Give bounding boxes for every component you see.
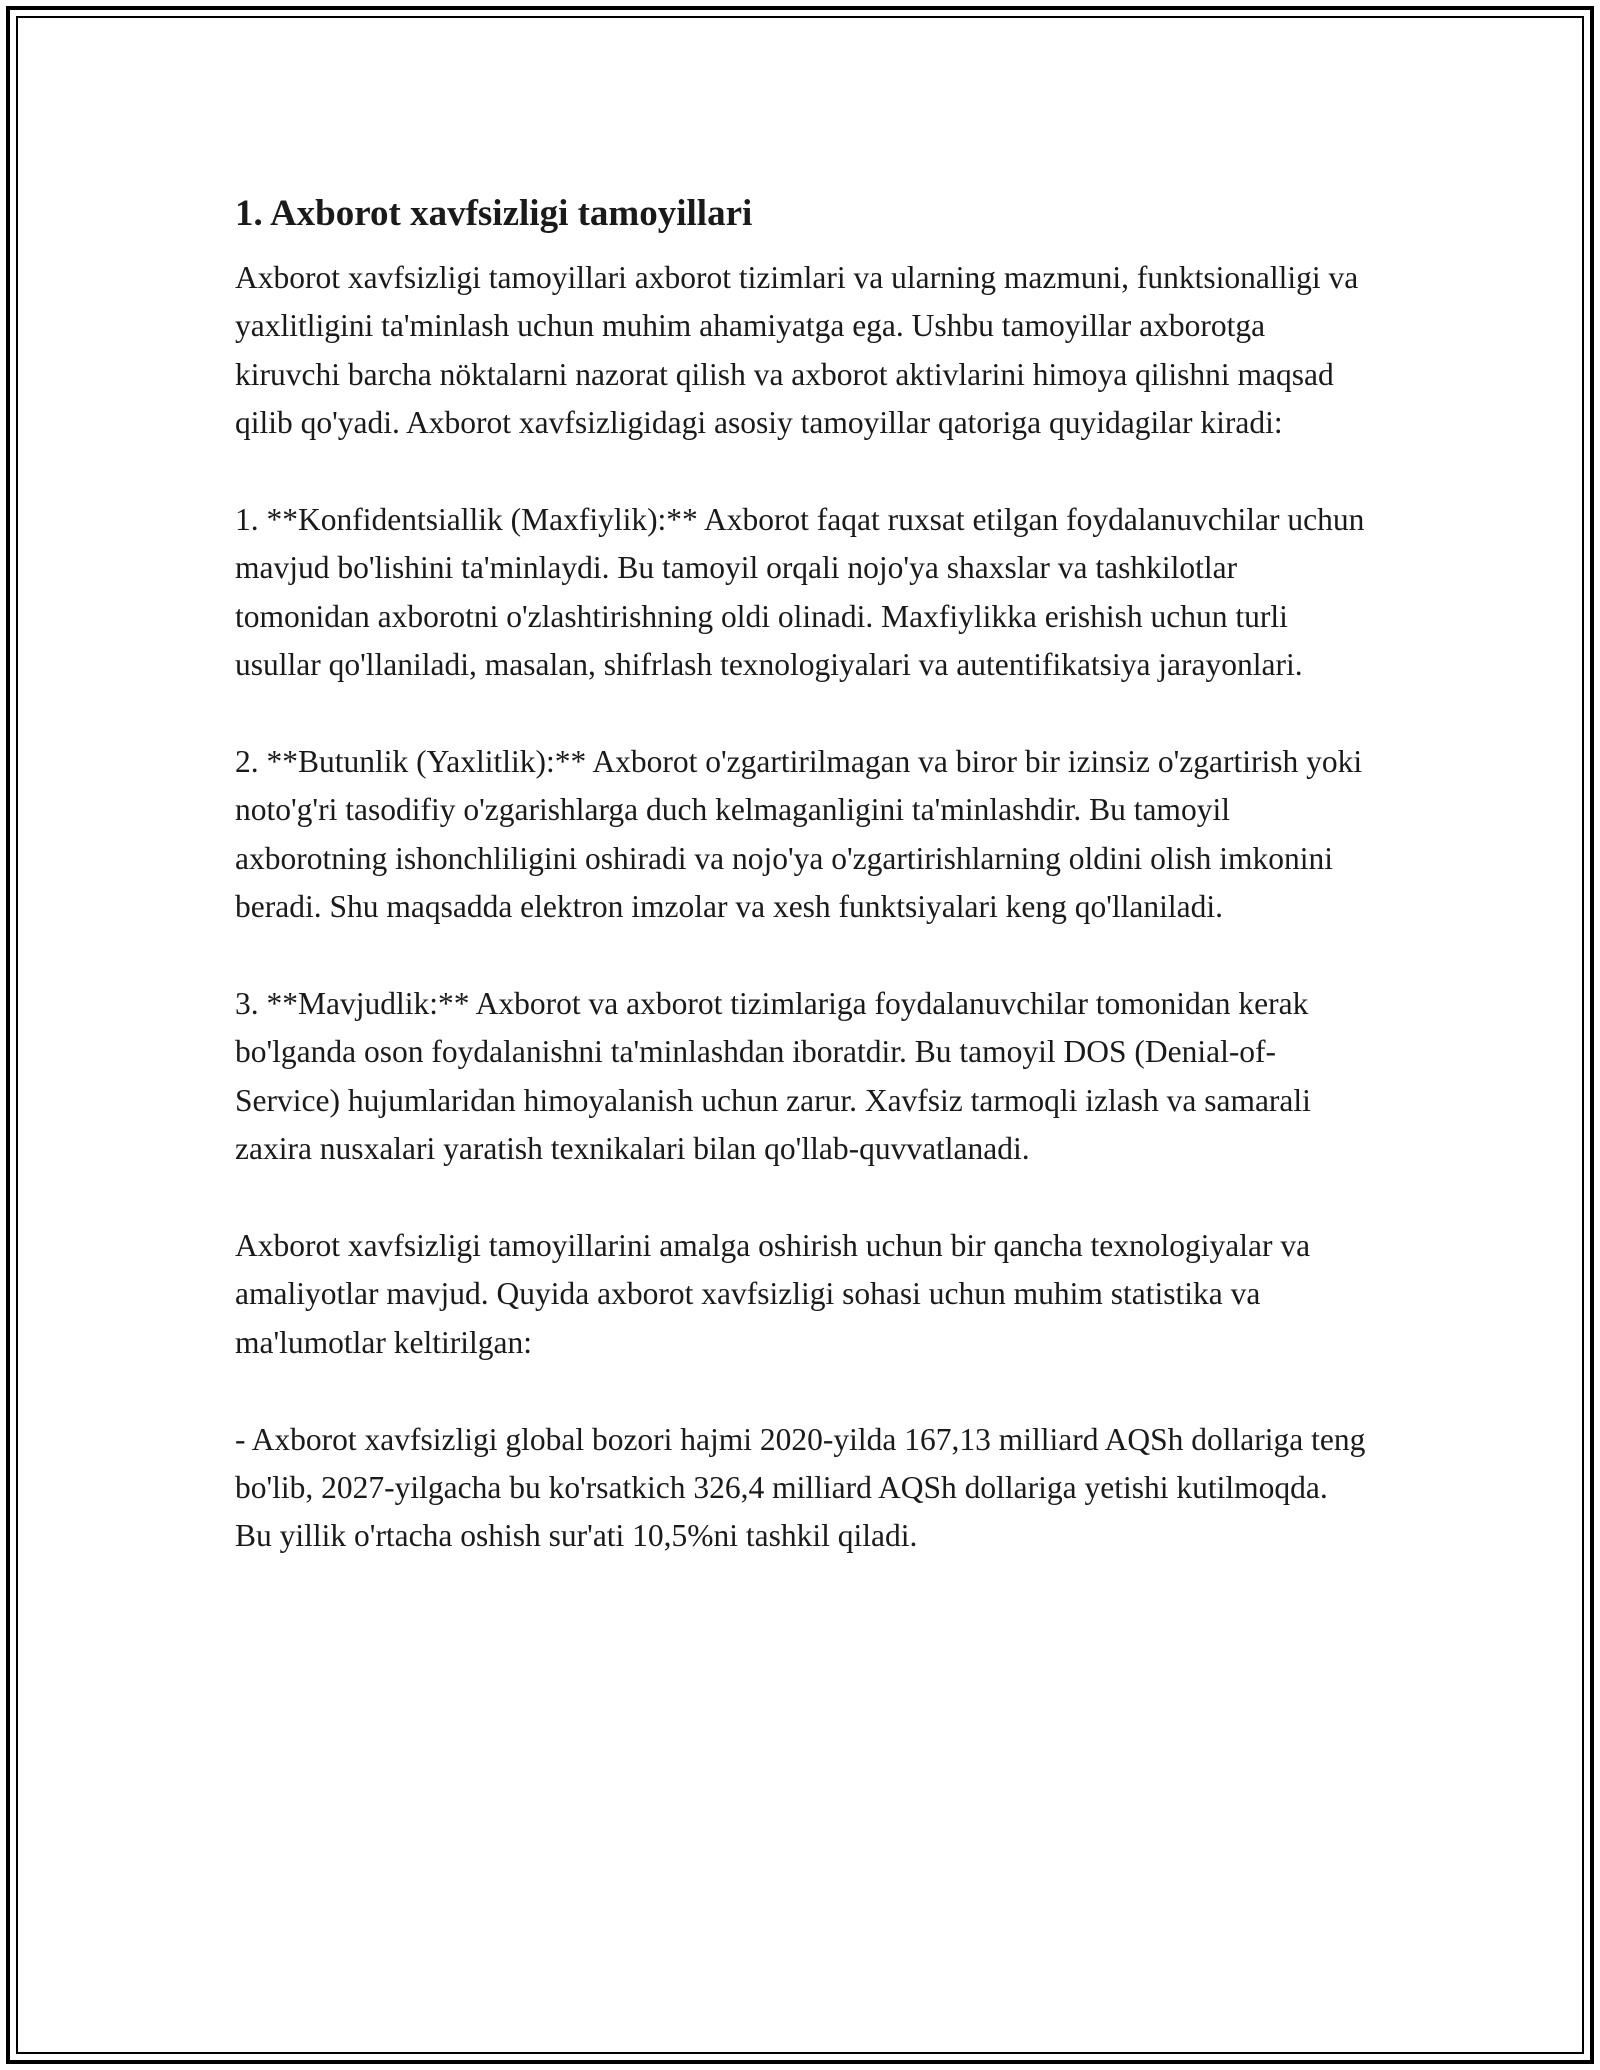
principle-availability-paragraph: 3. **Mavjudlik:** Axborot va axborot tizimlariga foydalanuvchilar tomonidan kerak bo'lganda oson foydalanishni ta'minlashdan iboratdir. Bu tamoyil DOS (Denial-of-Service) hujumlaridan himoyalanish uchun zarur. Xavfsiz tarmoqli izlash va samarali zaxira nusxalari yaratish texnikalari bilan qo'llab-quvvatlanadi. [235,986,1311,1167]
document-body [235,188,1370,1561]
document-title: 1. Axborot xavfsizligi tamoyillari [235,193,753,234]
principle-confidentiality-paragraph: 1. **Konfidentsiallik (Maxfiylik):** Axborot faqat ruxsat etilgan foydalanuvchilar uchun mavjud bo'lishini ta'minlaydi. Bu tamoyil orqali nojo'ya shaxslar va tashkilotlar tomonidan axborotni o'zlashtirishning oldi olinadi. Maxfiylikka erishish uchun turli usullar qo'llaniladi, masalan, shifrlash texnologiyalari va autentifikatsiya jarayonlari. [235,502,1365,683]
intro-paragraph: Axborot xavfsizligi tamoyillari axborot tizimlari va ularning mazmuni, funktsionalligi va yaxlitligini ta'minlash uchun muhim ahamiyatga ega. Ushbu tamoyillar axborotga kiruvchi barcha nöktalarni nazorat qilish va axborot aktivlarini himoya qilishni maqsad qilib qo'yadi. Axborot xavfsizligidagi asosiy tamoyillar qatoriga quyidagilar kiradi: [235,260,1359,441]
principle-integrity-paragraph: 2. **Butunlik (Yaxlitlik):** Axborot o'zgartirilmagan va biror bir izinsiz o'zgartirish yoki noto'g'ri tasodifiy o'zgarishlarga duch kelmaganligini ta'minlashdir. Bu tamoyil axborotning ishonchliligini oshiradi va nojo'ya o'zgartirishlarning oldini olish imkonini beradi. Shu maqsadda elektron imzolar va xesh funktsiyalari keng qo'llaniladi. [235,744,1363,925]
technologies-paragraph: Axborot xavfsizligi tamoyillarini amalga oshirish uchun bir qancha texnologiyalar va amaliyotlar mavjud. Quyida axborot xavfsizligi sohasi uchun muhim statistika va ma'lumotlar keltirilgan: [235,1228,1311,1360]
statistics-bullet-paragraph: - Axborot xavfsizligi global bozori hajmi 2020-yilda 167,13 milliard AQSh dollariga teng bo'lib, 2027-yilgacha bu ko'rsatkich 326,4 milliard AQSh dollariga yetishi kutilmoqda. Bu yillik o'rtacha oshish sur'ati 10,5%ni tashkil qiladi. [235,1421,1366,1554]
